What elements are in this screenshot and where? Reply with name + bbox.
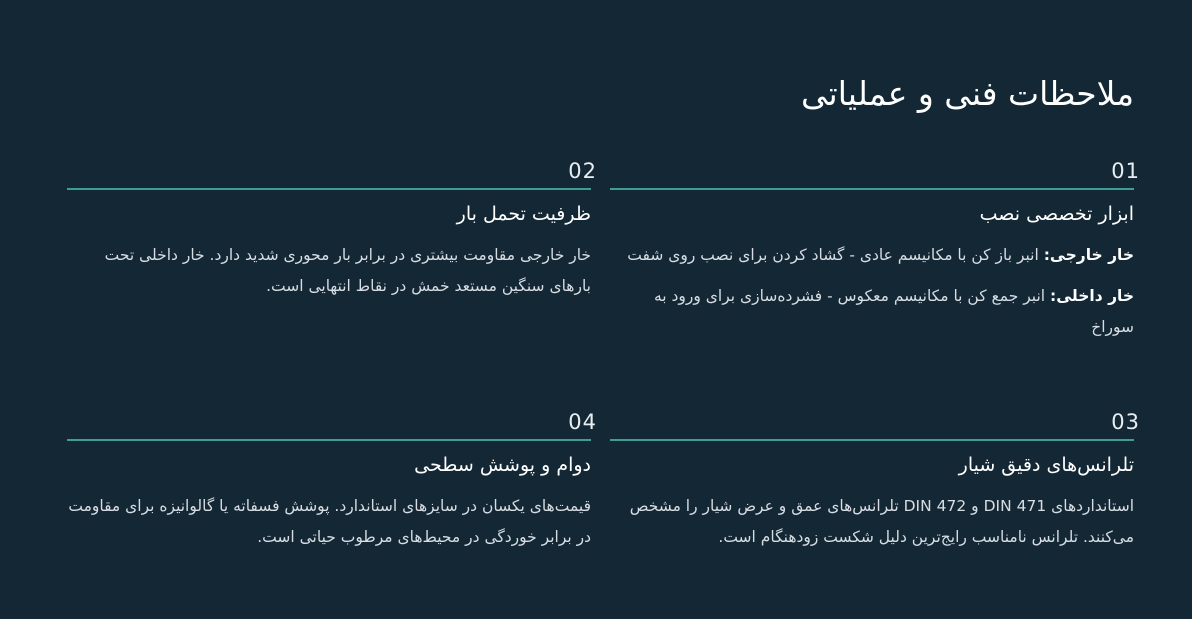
paragraph-label: خار داخلی: (1050, 287, 1134, 305)
card-paragraph-external-ring (610, 240, 1134, 271)
card-body (67, 491, 591, 563)
card-divider (610, 188, 1134, 190)
card-title: دوام و پوشش سطحی (414, 454, 591, 476)
paragraph-text: انبر جمع کن با مکانیسم معکوس - فشرده‌سازی برای ورود به سوراخ (653, 287, 1134, 336)
card-paragraph: خار خارجی مقاومت بیشتری در برابر بار محوری شدید دارد. خار داخلی تحت بارهای سنگین مستعد خمش در نقاط انتهایی است. (104, 246, 591, 295)
card-paragraph: قیمت‌های یکسان در سایزهای استاندارد. پوشش فسفاته یا گالوانیزه برای مقاومت در برابر خوردگی در محیط‌های مرطوب حیاتی است. (68, 497, 591, 546)
card-body (610, 240, 1134, 353)
card-title: تلرانس‌های دقیق شیار (958, 454, 1134, 476)
card-number: 02 (568, 159, 597, 183)
card-title: ظرفیت تحمل بار (456, 203, 591, 225)
paragraph-text: انبر باز کن با مکانیسم عادی - گشاد کردن برای نصب روی شفت (627, 246, 1044, 264)
card-paragraph-internal-ring (610, 281, 1134, 343)
card-title: ابزار تخصصی نصب (979, 203, 1134, 225)
paragraph-label: خار خارجی: (1043, 246, 1134, 264)
page-title: ملاحظات فنی و عملیاتی (801, 74, 1134, 113)
card-paragraph: استانداردهای DIN 471 و DIN 472 تلرانس‌های عمق و عرض شیار را مشخص می‌کنند. تلرانس نامناسب رایج‌ترین دلیل شکست زودهنگام است. (629, 497, 1134, 546)
card-body (610, 491, 1134, 563)
card-number: 01 (1111, 159, 1140, 183)
card-divider (67, 188, 591, 190)
card-number: 03 (1111, 410, 1140, 434)
card-body (67, 240, 591, 312)
card-divider (67, 439, 591, 441)
card-divider (610, 439, 1134, 441)
card-number: 04 (568, 410, 597, 434)
